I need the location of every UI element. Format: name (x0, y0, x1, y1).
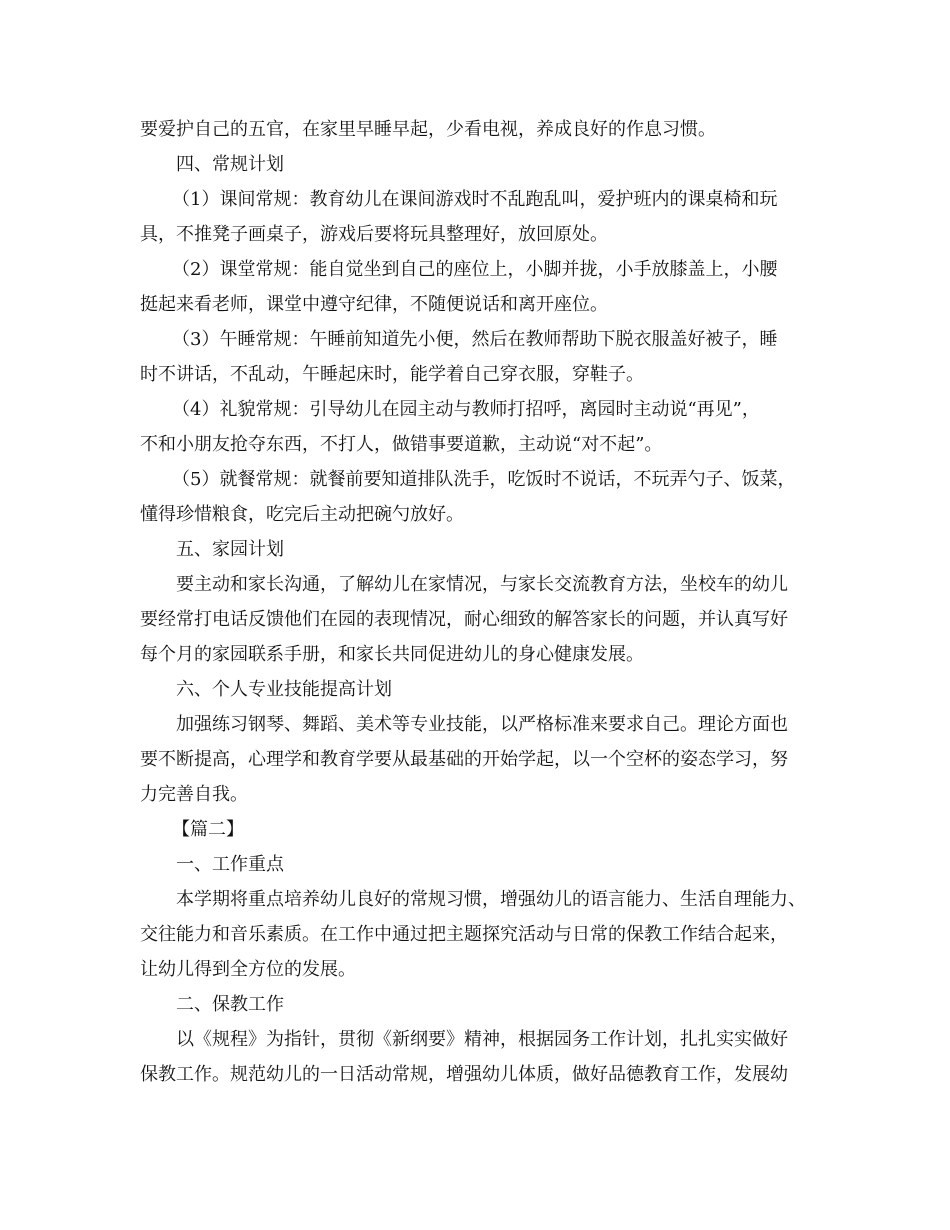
text-line: 让幼儿得到全方位的发展。 (140, 959, 356, 980)
section-heading: 四、常规计划 (176, 154, 284, 175)
text-line: 懂得珍惜粮食，吃完后主动把碗勺放好。 (140, 504, 464, 525)
text-line: 以《规程》为指针，贯彻《新纲要》精神，根据园务工作计划，扎扎实实做好 (176, 1029, 788, 1050)
text-line: 每个月的家园联系手册，和家长共同促进幼儿的身心健康发展。 (140, 644, 644, 665)
text-line: 本学期将重点培养幼儿良好的常规习惯，增强幼儿的语言能力、生活自理能力、 (176, 889, 806, 910)
section-heading: 二、保教工作 (176, 994, 284, 1015)
text-line: 要主动和家长沟通，了解幼儿在家情况，与家长交流教育方法，坐校车的幼儿 (176, 574, 788, 595)
text-line: 力完善自我。 (140, 784, 248, 805)
text-line: 具，不推凳子画桌子，游戏后要将玩具整理好，放回原处。 (140, 224, 608, 245)
text-line: （4）礼貌常规：引导幼儿在园主动与教师打招呼，离园时主动说“再见”， (172, 399, 760, 420)
text-line: 交往能力和音乐素质。在工作中通过把主题探究活动与日常的保教工作结合起来， (140, 924, 788, 945)
section-heading: 六、个人专业技能提高计划 (176, 679, 392, 700)
part-heading: 【篇二】 (172, 819, 244, 840)
text-line: 挺起来看老师，课堂中遵守纪律，不随便说话和离开座位。 (140, 294, 608, 315)
text-line: （5）就餐常规：就餐前要知道排队洗手，吃饭时不说话，不玩弄勺子、饭菜， (172, 469, 796, 490)
text-line: 不和小朋友抢夺东西，不打人，做错事要道歉，主动说“对不起”。 (140, 434, 663, 455)
text-line: 要不断提高，心理学和教育学要从最基础的开始学起，以一个空杯的姿态学习，努 (140, 749, 788, 770)
section-heading: 五、家园计划 (176, 539, 284, 560)
text-line: 要经常打电话反馈他们在园的表现情况，耐心细致的解答家长的问题，并认真写好 (140, 609, 788, 630)
text-line: 时不讲话，不乱动，午睡起床时，能学着自己穿衣服，穿鞋子。 (140, 364, 644, 385)
text-line: （3）午睡常规：午睡前知道先小便，然后在教师帮助下脱衣服盖好被子，睡 (172, 329, 778, 350)
section-heading: 一、工作重点 (176, 854, 284, 875)
text-line: 要爱护自己的五官，在家里早睡早起，少看电视，养成良好的作息习惯。 (140, 119, 716, 140)
text-line: （2）课堂常规：能自觉坐到自己的座位上，小脚并拢，小手放膝盖上，小腰 (172, 259, 778, 280)
text-line: （1）课间常规：教育幼儿在课间游戏时不乱跑乱叫，爱护班内的课桌椅和玩 (172, 189, 778, 210)
text-line: 加强练习钢琴、舞蹈、美术等专业技能，以严格标准来要求自己。理论方面也 (176, 714, 788, 735)
text-line: 保教工作。规范幼儿的一日活动常规，增强幼儿体质，做好品德教育工作，发展幼 (140, 1064, 788, 1085)
